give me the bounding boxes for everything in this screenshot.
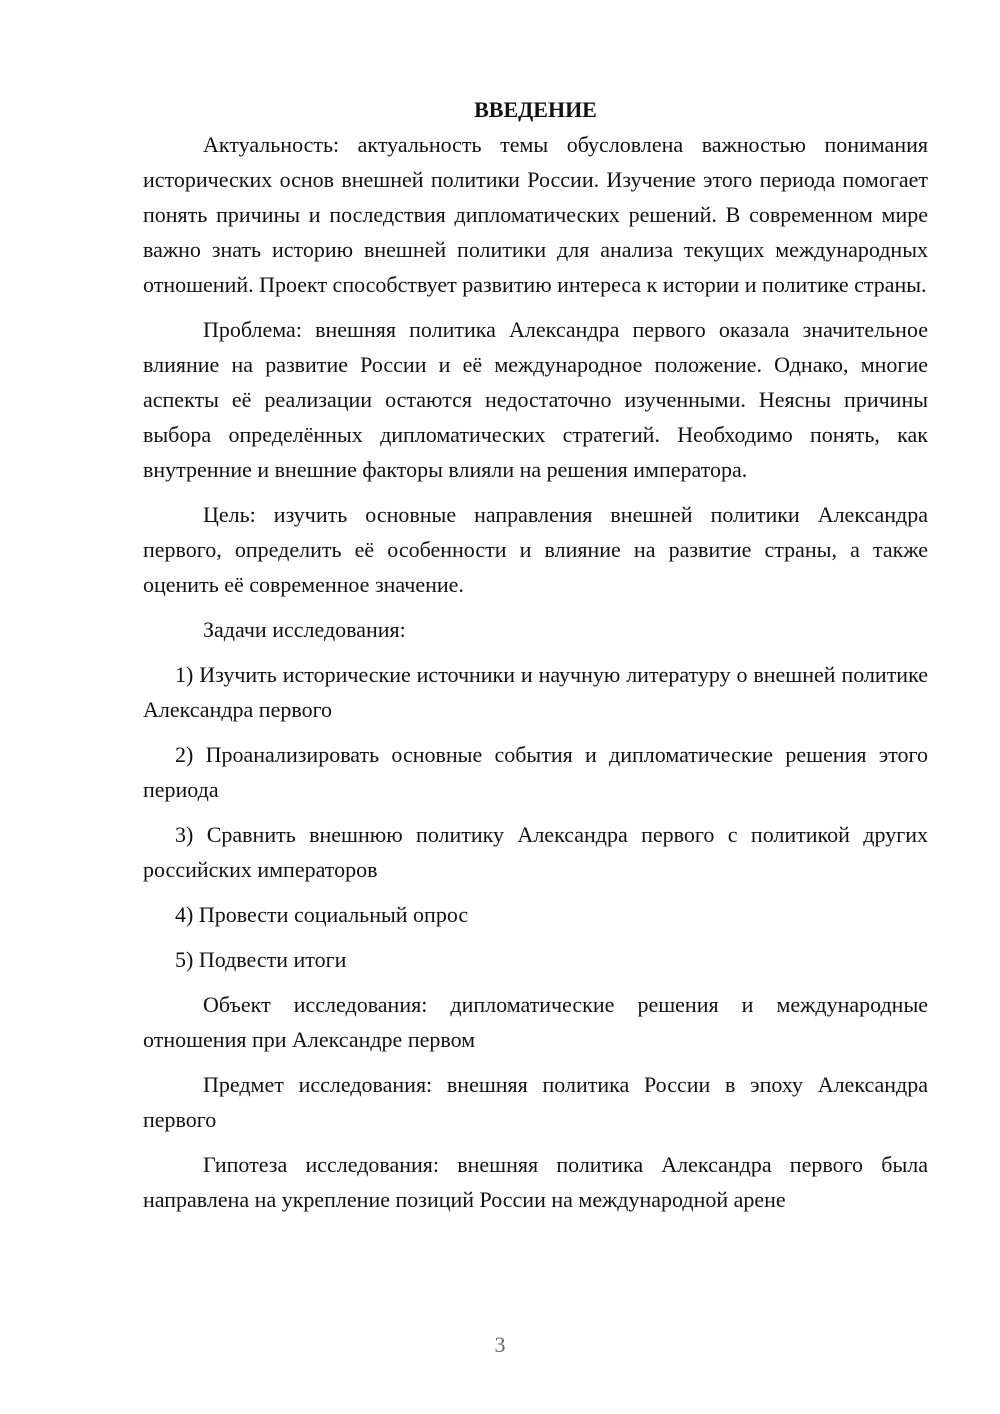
paragraph-hypothesis: Гипотеза исследования: внешняя политика Александра первого была направлена на укрепление позиций России на международной арене — [143, 1152, 928, 1212]
paragraph-problem: Проблема: внешняя политика Александра первого оказала значительное влияние на развитие России и её международное положение. Однако, многие аспекты её реализации остаются недостаточно изученными. Неясны причины выбора определённых дипломатических стратегий. Необходимо понять, как внутренние и внешние факторы влияли на решения императора. — [143, 317, 928, 482]
page-content — [143, 92, 928, 1217]
tasks-title: Задачи исследования: — [203, 617, 406, 642]
paragraph-goal: Цель: изучить основные направления внешней политики Александра первого, определить её особенности и влияние на развитие страны, а также оценить её современное значение. — [143, 502, 928, 597]
task-item-2: 2) Проанализировать основные события и дипломатические решения этого периода — [143, 742, 928, 802]
task-item-1: 1) Изучить исторические источники и научную литературу о внешней политике Александра первого — [143, 662, 928, 722]
task-item-4: 4) Провести социальный опрос — [175, 902, 469, 927]
page-number: 3 — [494, 1332, 506, 1357]
paragraph-object: Объект исследования: дипломатические решения и международные отношения при Александре первом — [143, 992, 928, 1052]
task-item-5: 5) Подвести итоги — [175, 947, 347, 972]
paragraph-relevance: Актуальность: актуальность темы обусловлена важностью понимания исторических основ внешней политики России. Изучение этого периода помогает понять причины и последствия дипломатических решений. В современном мире важно знать историю внешней политики для анализа текущих международных отношений. Проект способствует развитию интереса к истории и политике страны. — [143, 132, 928, 297]
section-heading: ВВЕДЕНИЕ — [474, 97, 597, 122]
task-item-3: 3) Сравнить внешнюю политику Александра первого с политикой других российских императоров — [143, 822, 928, 882]
paragraph-subject: Предмет исследования: внешняя политика России в эпоху Александра первого — [143, 1072, 928, 1132]
